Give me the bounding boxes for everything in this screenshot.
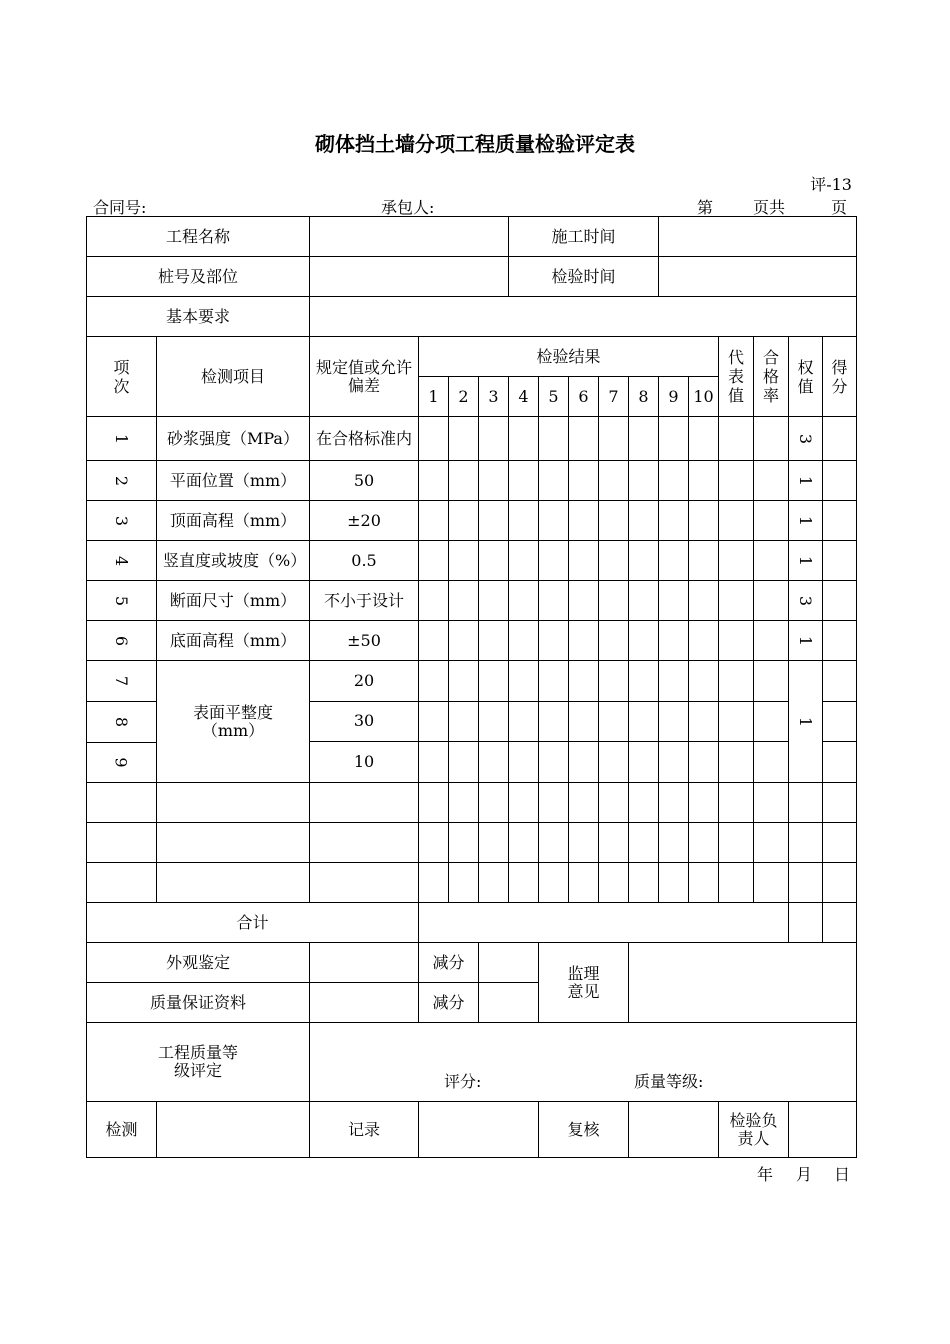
row-no: 5 (87, 581, 157, 621)
blank-cell[interactable] (823, 863, 857, 903)
flatness-item: 表面平整度（mm） (157, 661, 310, 783)
evaluation-table (86, 216, 857, 1158)
result-cell[interactable] (689, 501, 719, 541)
result-cell[interactable] (419, 417, 449, 461)
score-cell[interactable] (823, 581, 857, 621)
result-cell[interactable] (449, 417, 479, 461)
blank-cell[interactable] (754, 863, 789, 903)
result-cell[interactable] (659, 581, 689, 621)
spec-value-header: 规定值或允许偏差 (310, 337, 419, 417)
appearance-deduction-value[interactable] (479, 943, 539, 983)
row-no: 3 (87, 501, 157, 541)
row-weight: 1 (789, 621, 823, 661)
row-spec: 在合格标准内 (310, 417, 419, 461)
test-value[interactable] (157, 1102, 310, 1158)
row-item: 底面高程（mm） (157, 621, 310, 661)
blank-cell[interactable] (449, 863, 479, 903)
row-item: 顶面高程（mm） (157, 501, 310, 541)
result-column-7: 7 (599, 377, 629, 417)
table-row (87, 461, 857, 501)
total-weight[interactable] (789, 903, 823, 943)
table-row (87, 541, 857, 581)
result-cell[interactable] (629, 461, 659, 501)
result-column-10: 10 (689, 377, 719, 417)
result-cell[interactable] (509, 581, 539, 621)
blank-cell[interactable] (629, 863, 659, 903)
result-cell[interactable] (689, 461, 719, 501)
quality-docs-value[interactable] (310, 983, 419, 1023)
result-cell[interactable] (659, 541, 689, 581)
result-cell[interactable] (689, 621, 719, 661)
blank-cell[interactable] (157, 863, 310, 903)
result-cell[interactable] (629, 417, 659, 461)
result-cell[interactable] (689, 541, 719, 581)
row-no: 1 (87, 417, 157, 461)
date-day: 日 (834, 1165, 851, 1184)
blank-cell[interactable] (539, 863, 569, 903)
item-no-header: 项次 (87, 337, 157, 417)
result-cell[interactable] (509, 621, 539, 661)
blank-cell[interactable] (539, 783, 569, 823)
result-cell[interactable] (569, 501, 599, 541)
contractor-label: 承包人: (381, 198, 435, 217)
result-cell[interactable] (689, 581, 719, 621)
supervision-label: 监理意见 (539, 943, 629, 1023)
row-spec: 50 (310, 461, 419, 501)
weight-header: 权值 (789, 337, 823, 417)
rep-value-cell[interactable] (719, 501, 754, 541)
quality-docs-deduction-value[interactable] (479, 983, 539, 1023)
blank-cell[interactable] (479, 783, 509, 823)
result-cell[interactable] (599, 541, 629, 581)
blank-cell[interactable] (419, 823, 449, 863)
score-cell[interactable] (823, 621, 857, 661)
quality-grade-area[interactable] (310, 1023, 857, 1102)
construction-time-label: 施工时间 (509, 217, 659, 257)
flatness-weight: 1 (789, 661, 823, 783)
pass-rate-cell[interactable] (754, 581, 789, 621)
result-cell[interactable] (449, 541, 479, 581)
basic-requirements-value[interactable] (310, 297, 857, 337)
form-code: 评-13 (810, 175, 852, 194)
blank-cell[interactable] (659, 783, 689, 823)
review-label: 复核 (539, 1102, 629, 1158)
blank-cell[interactable] (599, 823, 629, 863)
total-score[interactable] (823, 903, 857, 943)
project-name-value[interactable] (310, 217, 509, 257)
score-header: 得分 (823, 337, 857, 417)
row-item: 断面尺寸（mm） (157, 581, 310, 621)
row-no: 9 (112, 757, 131, 768)
table-row (87, 621, 857, 661)
blank-cell[interactable] (754, 783, 789, 823)
result-cell[interactable] (599, 581, 629, 621)
blank-row (87, 823, 857, 863)
row-spec: ±20 (310, 501, 419, 541)
blank-row (87, 863, 857, 903)
pass-rate-cell[interactable] (754, 621, 789, 661)
blank-cell[interactable] (310, 783, 419, 823)
blank-cell[interactable] (87, 783, 157, 823)
row-no: 6 (87, 621, 157, 661)
row-no: 7 (112, 675, 132, 687)
blank-cell[interactable] (87, 823, 157, 863)
row-spec: 不小于设计 (310, 581, 419, 621)
result-cell[interactable] (449, 621, 479, 661)
row-no: 2 (87, 461, 157, 501)
result-cell[interactable] (659, 621, 689, 661)
row-weight: 1 (789, 461, 823, 501)
blank-cell[interactable] (509, 783, 539, 823)
blank-row (87, 783, 857, 823)
result-cell[interactable] (599, 621, 629, 661)
blank-cell[interactable] (569, 823, 599, 863)
result-cell[interactable] (539, 501, 569, 541)
result-cell[interactable] (509, 541, 539, 581)
result-cell[interactable] (629, 621, 659, 661)
result-cell[interactable] (659, 461, 689, 501)
deduction-label: 减分 (419, 983, 479, 1023)
rep-value-cell[interactable] (719, 621, 754, 661)
result-column-8: 8 (629, 377, 659, 417)
table-row (87, 581, 857, 621)
result-cell[interactable] (599, 501, 629, 541)
blank-cell[interactable] (789, 783, 823, 823)
result-cell[interactable] (629, 581, 659, 621)
result-cell[interactable] (599, 461, 629, 501)
result-cell[interactable] (689, 417, 719, 461)
appearance-label: 外观鉴定 (87, 943, 310, 983)
blank-cell[interactable] (509, 823, 539, 863)
result-column-2: 2 (449, 377, 479, 417)
blank-cell[interactable] (659, 863, 689, 903)
blank-cell[interactable] (569, 863, 599, 903)
table-row (87, 501, 857, 541)
result-cell[interactable] (479, 461, 509, 501)
rep-value-cell[interactable] (719, 417, 754, 461)
result-cell[interactable] (509, 417, 539, 461)
blank-cell[interactable] (479, 863, 509, 903)
row-spec: ±50 (310, 621, 419, 661)
result-cell[interactable] (449, 501, 479, 541)
pass-rate-cell[interactable] (754, 461, 789, 501)
row-item: 平面位置（mm） (157, 461, 310, 501)
blank-cell[interactable] (509, 863, 539, 903)
blank-cell[interactable] (419, 783, 449, 823)
blank-cell[interactable] (823, 823, 857, 863)
rep-value-cell[interactable] (719, 461, 754, 501)
result-cell[interactable] (539, 621, 569, 661)
score-cell[interactable] (823, 417, 857, 461)
result-cell[interactable] (509, 501, 539, 541)
result-cell[interactable] (569, 581, 599, 621)
blank-cell[interactable] (823, 783, 857, 823)
blank-cell[interactable] (719, 863, 754, 903)
result-column-5: 5 (539, 377, 569, 417)
blank-cell[interactable] (689, 823, 719, 863)
grade-label: 质量等级: (634, 1072, 704, 1091)
deduction-label: 减分 (419, 943, 479, 983)
page-prefix: 第 (697, 198, 714, 217)
result-cell[interactable] (539, 541, 569, 581)
result-cell[interactable] (659, 501, 689, 541)
contract-label: 合同号: (93, 198, 147, 217)
result-cell[interactable] (569, 461, 599, 501)
results-header: 检验结果 (419, 337, 719, 377)
inspector-value[interactable] (789, 1102, 857, 1158)
record-label: 记录 (310, 1102, 419, 1158)
blank-cell[interactable] (539, 823, 569, 863)
result-cell[interactable] (539, 461, 569, 501)
blank-cell[interactable] (754, 823, 789, 863)
total-label: 合计 (87, 903, 419, 943)
station-part-value[interactable] (310, 257, 509, 297)
blank-cell[interactable] (310, 863, 419, 903)
page-title: 砌体挡土墙分项工程质量检验评定表 (315, 132, 635, 156)
construction-time-value[interactable] (659, 217, 857, 257)
flatness-no-cell (87, 661, 157, 783)
total-value[interactable] (419, 903, 789, 943)
blank-cell[interactable] (629, 823, 659, 863)
result-cell[interactable] (509, 461, 539, 501)
result-column-9: 9 (659, 377, 689, 417)
row-weight: 3 (789, 417, 823, 461)
blank-cell[interactable] (419, 863, 449, 903)
result-cell[interactable] (419, 621, 449, 661)
pass-rate-header: 合格率 (754, 337, 789, 417)
date-month: 月 (796, 1165, 813, 1184)
row-weight: 3 (789, 581, 823, 621)
inspector-label: 检验负责人 (719, 1102, 789, 1158)
blank-cell[interactable] (310, 823, 419, 863)
score-cell[interactable] (823, 461, 857, 501)
result-cell[interactable] (629, 501, 659, 541)
result-cell[interactable] (629, 541, 659, 581)
result-cell[interactable] (479, 621, 509, 661)
blank-cell[interactable] (449, 783, 479, 823)
result-cell[interactable] (569, 621, 599, 661)
result-cell[interactable] (419, 501, 449, 541)
score-cell[interactable] (823, 541, 857, 581)
date-year: 年 (757, 1165, 774, 1184)
row-no: 8 (112, 716, 132, 728)
pass-rate-cell[interactable] (754, 541, 789, 581)
result-cell[interactable] (449, 461, 479, 501)
rep-value-header: 代表值 (719, 337, 754, 417)
supervision-opinion-value[interactable] (629, 943, 857, 1023)
inspection-time-value[interactable] (659, 257, 857, 297)
pass-rate-cell[interactable] (754, 417, 789, 461)
blank-cell[interactable] (719, 823, 754, 863)
blank-cell[interactable] (569, 783, 599, 823)
row-spec: 0.5 (310, 541, 419, 581)
result-cell[interactable] (419, 461, 449, 501)
result-cell[interactable] (659, 417, 689, 461)
rep-value-cell[interactable] (719, 581, 754, 621)
row-weight: 1 (789, 541, 823, 581)
row-spec: 10 (310, 742, 419, 783)
result-cell[interactable] (479, 581, 509, 621)
blank-cell[interactable] (719, 783, 754, 823)
blank-cell[interactable] (157, 783, 310, 823)
blank-cell[interactable] (789, 823, 823, 863)
result-column-4: 4 (509, 377, 539, 417)
row-weight: 1 (789, 501, 823, 541)
score-label: 评分: (444, 1072, 482, 1091)
blank-cell[interactable] (689, 863, 719, 903)
row-spec: 30 (310, 701, 419, 742)
rep-value-cell[interactable] (719, 541, 754, 581)
result-column-6: 6 (569, 377, 599, 417)
blank-cell[interactable] (659, 823, 689, 863)
blank-cell[interactable] (449, 823, 479, 863)
result-cell[interactable] (419, 541, 449, 581)
result-cell[interactable] (479, 417, 509, 461)
blank-cell[interactable] (789, 863, 823, 903)
page-middle: 页共 (753, 198, 786, 217)
blank-cell[interactable] (599, 863, 629, 903)
review-value[interactable] (629, 1102, 719, 1158)
inspection-time-label: 检验时间 (509, 257, 659, 297)
table-row (87, 417, 857, 461)
result-cell[interactable] (539, 581, 569, 621)
result-cell[interactable] (569, 417, 599, 461)
result-cell[interactable] (449, 581, 479, 621)
score-cell[interactable] (823, 501, 857, 541)
station-part-label: 桩号及部位 (87, 257, 310, 297)
result-cell[interactable] (479, 541, 509, 581)
quality-docs-label: 质量保证资料 (87, 983, 310, 1023)
appearance-value[interactable] (310, 943, 419, 983)
result-column-1: 1 (419, 377, 449, 417)
quality-grade-label: 工程质量等级评定 (87, 1023, 310, 1102)
result-column-3: 3 (479, 377, 509, 417)
blank-cell[interactable] (479, 823, 509, 863)
row-spec: 20 (310, 661, 419, 702)
result-cell[interactable] (539, 417, 569, 461)
basic-requirements-label: 基本要求 (87, 297, 310, 337)
pass-rate-cell[interactable] (754, 501, 789, 541)
result-cell[interactable] (419, 581, 449, 621)
result-cell[interactable] (479, 501, 509, 541)
project-name-label: 工程名称 (87, 217, 310, 257)
blank-cell[interactable] (599, 783, 629, 823)
blank-cell[interactable] (157, 823, 310, 863)
row-item: 竖直度或坡度（%） (157, 541, 310, 581)
result-cell[interactable] (599, 417, 629, 461)
row-item: 砂浆强度（MPa） (157, 417, 310, 461)
result-cell[interactable] (569, 541, 599, 581)
row-no: 4 (87, 541, 157, 581)
blank-cell[interactable] (87, 863, 157, 903)
test-label: 检测 (87, 1102, 157, 1158)
blank-cell[interactable] (629, 783, 659, 823)
inspection-item-header: 检测项目 (157, 337, 310, 417)
blank-cell[interactable] (689, 783, 719, 823)
page-suffix: 页 (831, 198, 848, 217)
record-value[interactable] (419, 1102, 539, 1158)
